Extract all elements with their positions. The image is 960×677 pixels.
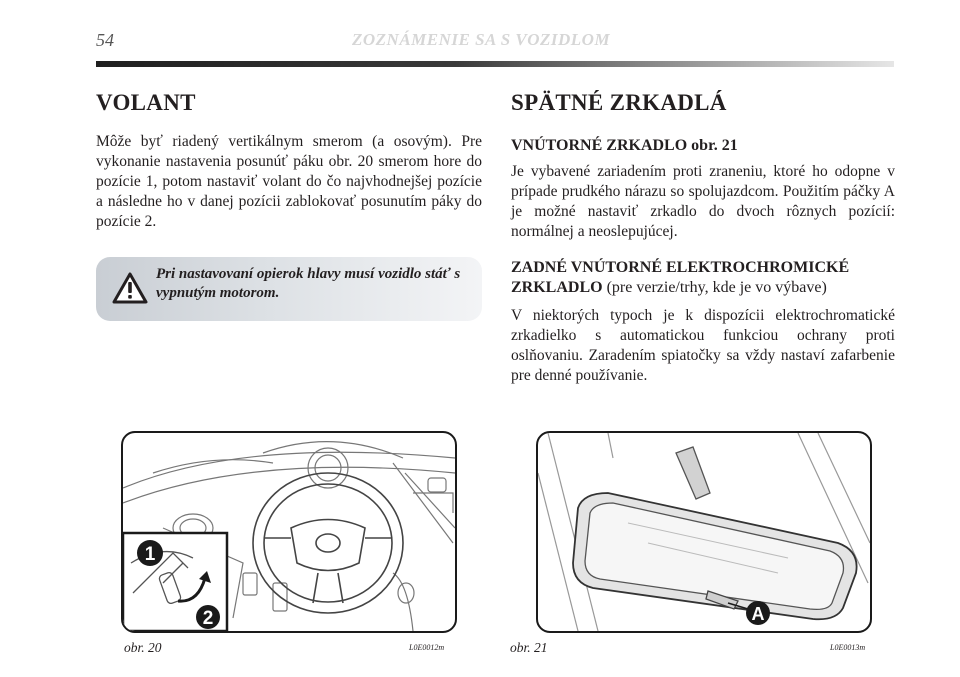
header-rule	[96, 61, 894, 67]
figure-mirror	[536, 431, 872, 633]
subheading-vnutorne-zrkadlo: VNÚTORNÉ ZRKADLO obr. 21	[511, 137, 738, 154]
figure-label-1: 1	[144, 544, 156, 565]
section-title: ZOZNÁMENIE SA S VOZIDLOM	[352, 30, 611, 49]
figure-steering-wheel	[121, 431, 457, 633]
figure-label-2: 2	[202, 608, 214, 629]
subheading-elektrochromicke	[511, 258, 895, 298]
heading-volant: VOLANT	[96, 90, 196, 115]
elektrochromicke-body: V niektorých typoch je k dispozícii elektrochromatické zrkadielko s automatickou funkciou ochrany proti oslňovaniu. Zaradením spiatočky sa vždy nastaví zafarbenie pre denné používanie.	[511, 307, 895, 384]
figure-code-21: L0E0013m	[830, 643, 866, 652]
subheading-elektrochromicke-bold: ZADNÉ VNÚTORNÉ ELEKTROCHROMICKÉ ZRKLADLO	[511, 259, 850, 296]
figure-code-20: L0E0012m	[409, 643, 445, 652]
figure-label-a: A	[751, 604, 765, 624]
heading-zrkadla: SPÄTNÉ ZRKADLÁ	[511, 90, 727, 115]
warning-box	[96, 257, 482, 321]
vnutorne-zrkadlo-body: Je vybavené zariadením proti zraneniu, ktoré ho odopne v prípade prudkého nárazu so spolujazdcom. Použitím páčky A je možné nastaviť zrkadlo do dvoch rôznych pozícií: normálnej a neoslepujúcej.	[511, 163, 895, 240]
steering-wheel-illustration	[123, 433, 455, 631]
volant-body: Môže byť riadený vertikálnym smerom (a osovým). Pre vykonanie nastavenia posunúť páku obr. 20 smerom hore do pozície 1, potom nastaviť volant do čo najvhodnejšej pozície a následne ho v danej pozícii zablokovať posunutím páky do pozície 2.	[96, 133, 482, 230]
mirror-illustration	[538, 433, 870, 631]
subheading-elektrochromicke-note: (pre verzie/trhy, kde je vo výbave)	[602, 279, 827, 296]
warning-text: Pri nastavovaní opierok hlavy musí vozidlo stáť s vypnutým motorom.	[156, 266, 461, 301]
warning-triangle-icon	[112, 272, 148, 304]
left-column	[96, 88, 482, 232]
figure-caption-20: obr. 20	[124, 640, 162, 655]
page-number: 54	[96, 30, 114, 50]
figure-caption-21: obr. 21	[510, 640, 548, 655]
right-column	[511, 88, 895, 386]
